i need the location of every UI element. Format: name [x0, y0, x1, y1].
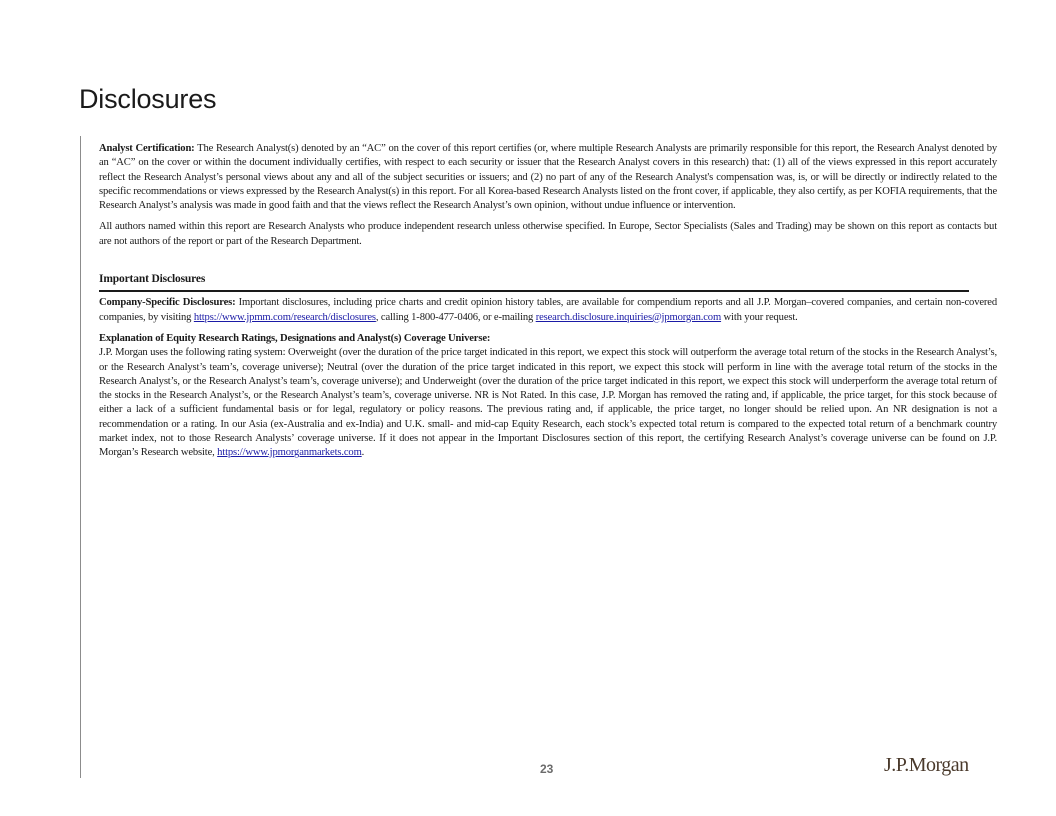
- company-specific-paragraph: [99, 296, 997, 325]
- ratings-explanation-paragraph: [99, 332, 997, 461]
- jpmorganmarkets-link[interactable]: https://www.jpmorganmarkets.com: [217, 447, 362, 459]
- important-disclosures-heading: Important Disclosures: [99, 273, 206, 286]
- company-specific-text: Important disclosures, including price charts and credit opinion history tables, are available for compendium reports and all J.P. Morgan–covered companies, and certain non-covered companies, by visiting: [99, 297, 997, 323]
- page-title: Disclosures: [79, 84, 217, 114]
- left-margin-rule: [80, 136, 81, 778]
- page-number: 23: [540, 762, 554, 776]
- company-specific-text-2: , calling 1-800-477-0406, or e-mailing: [375, 311, 536, 323]
- jpmorgan-logo: J.P.Morgan: [884, 754, 969, 776]
- ratings-explanation-heading: Explanation of Equity Research Ratings, Designations and Analyst(s) Coverage Universe:: [99, 332, 491, 344]
- company-specific-label: Company-Specific Disclosures:: [99, 297, 236, 309]
- company-specific-text-3: with your request.: [721, 311, 798, 323]
- analyst-certification-paragraph: [99, 142, 997, 213]
- section-divider: [99, 290, 969, 292]
- ratings-explanation-end: .: [361, 447, 365, 459]
- disclosures-body: [99, 142, 997, 461]
- disclosure-email-link[interactable]: research.disclosure.inquiries@jpmorgan.com: [535, 311, 722, 323]
- analyst-certification-text: The Research Analyst(s) denoted by an “AC” on the cover of this report certifies (or, where multiple Research Analysts are primarily responsible for this report, the Research Analyst denoted by an “AC” on the cover or within the document individually certifies, with respect to each security or issuer that the Research Analyst covers in this research) that: (1) all of the views expressed in this report accurately reflect the Research Analyst’s personal views about any and all of the subject securities or issuers; and (2) no part of any of the Research Analyst's compensation was, is, or will be directly or indirectly related to the specific recommendations or views expressed by the Research Analyst(s) in this report. For all Korea-based Research Analysts listed on the front cover, if applicable, they also certify, as per KOFIA requirements, that the Research Analyst’s analysis was made in good faith and that the views reflect the Research Analyst’s own opinion, without undue influence or intervention.: [99, 143, 998, 212]
- disclosures-link[interactable]: https://www.jpmm.com/research/disclosures: [193, 311, 376, 323]
- authors-paragraph: All authors named within this report are Research Analysts who produce independent research unless otherwise specified. In Europe, Sector Specialists (Sales and Trading) may be shown on this report as contacts but are not authors of the report or part of the Research Department.: [99, 221, 997, 247]
- ratings-explanation-text: J.P. Morgan uses the following rating system: Overweight (over the duration of the price target indicated in this report, we expect this stock will outperform the average total return of the stocks in the Research Analyst’s, or the Research Analyst’s team’s, coverage universe); Neutral (over the duration of the price target indicated in this report, we expect this stock will perform in line with the average total return of the stocks in the Research Analyst’s, or the Research Analyst’s team’s, coverage universe); and Underweight (over the duration of the price target indicated in this report, we expect this stock will underperform the average total return of the stocks in the Research Analyst’s, or the Research Analyst’s team’s, coverage universe. NR is Not Rated. In this case, J.P. Morgan has removed the rating and, if applicable, the price target, for this stock because of either a lack of a sufficient fundamental basis or for legal, regulatory or policy reasons. The previous rating and, if applicable, the price target, no longer should be relied upon. An NR designation is not a recommendation or a rating. In our Asia (ex-Australia and ex-India) and U.K. small- and mid-cap Equity Research, each stock’s expected total return is compared to the expected total return of a benchmark country market index, not to those Research Analysts’ coverage universe. If it does not appear in the Important Disclosures section of this report, the certifying Research Analyst’s coverage universe can be found on J.P. Morgan’s Research website,: [99, 347, 997, 459]
- analyst-certification-label: Analyst Certification:: [99, 143, 195, 154]
